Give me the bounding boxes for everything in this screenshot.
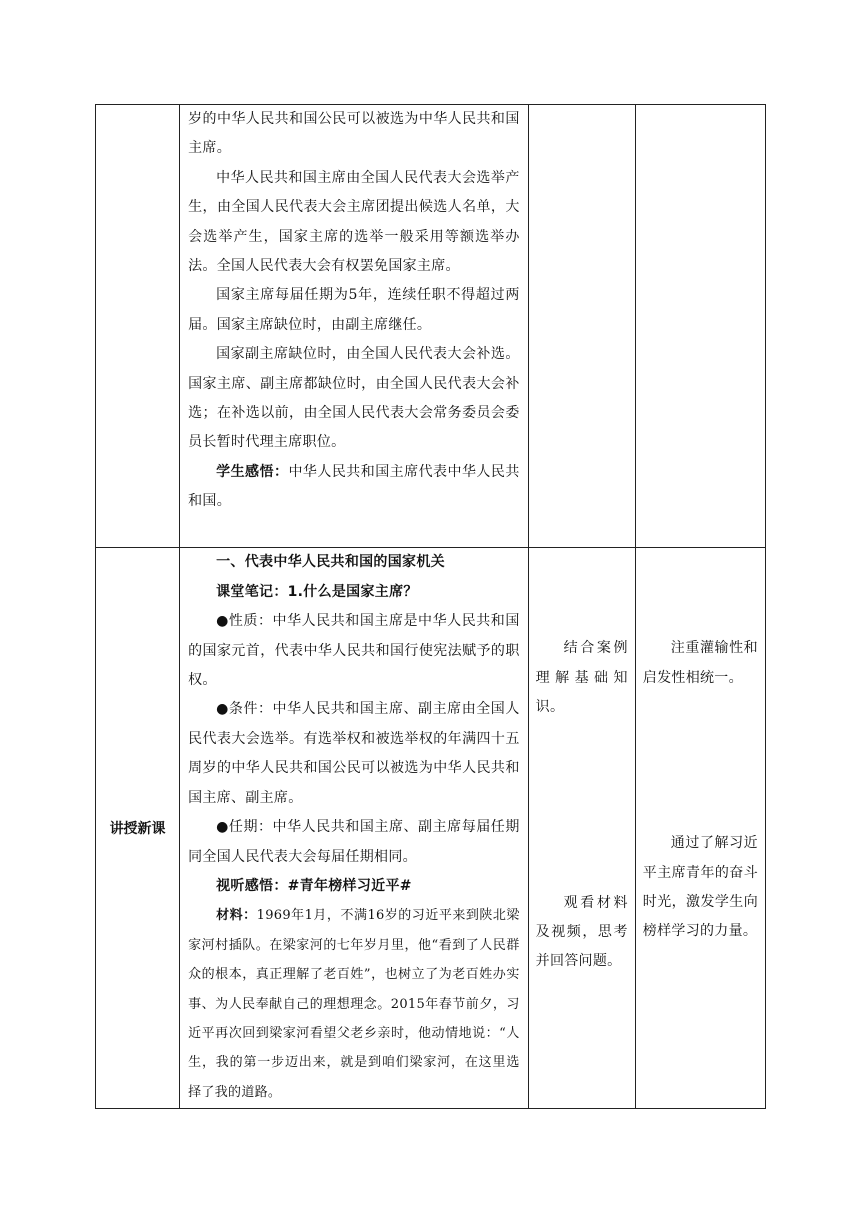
- design-intent: 通过了解习近平主席青年的奋斗时光，激发学生向榜样学习的力量。: [642, 835, 758, 940]
- material-label: 材料：: [216, 908, 257, 924]
- student-activity-cell: [528, 105, 635, 548]
- content-cell: [180, 548, 529, 1109]
- lesson-plan-table: [95, 104, 766, 1109]
- content-cell: [180, 105, 529, 548]
- material-paragraph: [188, 901, 520, 1107]
- stage-cell: [96, 105, 180, 548]
- feeling-label: 学生感悟：: [216, 463, 289, 480]
- condition-paragraph: ●条件：中华人民共和国主席、副主席由全国人民代表大会选举。有选举权和被选举权的年满四十五周岁的中华人民共和国公民可以被选为中华人民共和国主席、副主席。: [188, 701, 520, 806]
- class-notes: [188, 578, 520, 607]
- table-row: [96, 548, 766, 1109]
- paragraph: 国家主席每届任期为5年，连续任职不得超过两届。国家主席缺位时，由副主席继任。: [188, 287, 520, 333]
- paragraph: 岁的中华人民共和国公民可以被选为中华人民共和国主席。: [188, 111, 520, 157]
- student-activity-cell: [528, 548, 635, 1109]
- notes-title: 1.什么是国家主席？: [287, 583, 418, 600]
- design-intent-cell: [635, 548, 765, 1109]
- design-intent: 注重灌输性和启发性相统一。: [642, 640, 758, 686]
- paragraph: 中华人民共和国主席由全国人民代表大会选举产生，由全国人民代表大会主席团提出候选人名单，大会选举产生，国家主席的选举一般采用等额选举办法。全国人民代表大会有权罢免国家主席。: [188, 169, 520, 275]
- student-activity: 结合案例理解基础知识。: [535, 640, 628, 716]
- design-intent-cell: [635, 105, 765, 548]
- nature-paragraph: ●性质：中华人民共和国主席是中华人民共和国的国家元首，代表中华人民共和国行使宪法赋予的职权。: [188, 613, 520, 689]
- stage-cell: 讲授新课: [96, 548, 180, 1109]
- student-feeling: [188, 458, 520, 517]
- video-label: 视听感悟：: [216, 877, 288, 894]
- notes-label: 课堂笔记：: [216, 583, 288, 600]
- table-row: [96, 105, 766, 548]
- video-feeling: [188, 872, 520, 901]
- material-text: 1969年1月，不满16岁的习近平来到陕北梁家河村插队。在梁家河的七年岁月里，他“看到了人民群众的根本，真正理解了老百姓”，也树立了为老百姓办实事、为人民奉献自己的理想理念。2015年春节前夕，习近平再次回到梁家河看望父老乡亲时，他动情地说：“人生，我的第一步迈出来，就是到咱们梁家河，在这里选择了我的道路。: [188, 908, 520, 1100]
- section-heading: 一、代表中华人民共和国的国家机关: [216, 554, 445, 571]
- feeling-text: 中华人民共和国主席代表中华人民共和国。: [188, 463, 520, 510]
- student-activity: 观看材料及视频，思考并回答问题。: [535, 894, 628, 970]
- video-title: #青年榜样习近平#: [287, 877, 412, 894]
- paragraph: 国家副主席缺位时，由全国人民代表大会补选。国家主席、副主席都缺位时，由全国人民代表大会补选；在补选以前，由全国人民代表大会常务委员会委员长暂时代理主席职位。: [188, 346, 520, 451]
- term-paragraph: ●任期：中华人民共和国主席、副主席每届任期同全国人民代表大会每届任期相同。: [188, 819, 520, 865]
